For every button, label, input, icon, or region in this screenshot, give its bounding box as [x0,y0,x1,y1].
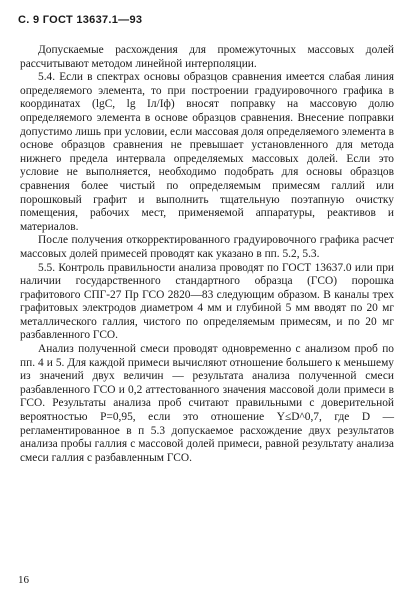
page-number: 16 [18,574,29,586]
paragraph-5-5: 5.5. Контроль правильности анализа проводят по ГОСТ 13637.0 или при наличии государственного стандартного образца (ГСО) порошка графитового СПГ-27 Пр ГСО 2820—83 следующим образом. В каналы трех графитовых электродов диаметром 4 мм и глубиной 5 мм вводят по 20 мг металлического галлия, чистого по определяемым примесям, и по 20 мг разбавленного ГСО. [20,261,394,342]
paragraph-5-4: 5.4. Если в спектрах основы образцов сравнения имеется слабая линия определяемого элемента, то при построении градуировочного графика в координатах (lgC, lg Iл/Iф) вносят поправку на массовую долю определяемого элемента в основе образцов сравнения. Внесение поправки допустимо лишь при условии, если массовая доля определяемого элемента в основе образцов сравнения не превышает установленного для метода нижнего предела интервала определяемых массовых долей. Если это условие не выполняется, необходимо подобрать для основы образцов сравнения более чистый по определяемым примесям галлий или порошковый графит и выполнить тщательную поэтапную очистку помещения, рабочих мест, применяемой аппаратуры, реактивов и материалов. [20,71,394,233]
document-body [20,44,394,465]
paragraph-after-correction: После получения откорректированного градуировочного графика расчет массовых долей примесей проводят как указано в пп. 5.2, 5.3. [20,234,394,260]
page-header: С. 9 ГОСТ 13637.1—93 [18,14,143,26]
paragraph-analysis-check: Анализ полученной смеси проводят одновременно с анализом проб по пп. 4 и 5. Для каждой примеси вычисляют отношение большего к меньшему из значений двух величин — результата анализа полученной смеси разбавленного ГСО и 0,2 аттестованного значения массовой доли примеси в ГСО. Результаты анализа проб считают правильными с доверительной вероятностью P=0,95, если это отношение Y≤D^0,7, где D — регламентированное в п 5.3 допускаемое расхождение двух результатов анализа пробы галлия с массовой долей примеси, равной результату анализа смеси галлия с разбавленным ГСО. [20,343,394,464]
paragraph-interpolation-note: Допускаемые расхождения для промежуточных массовых долей рассчитывают методом линейной интерполяции. [20,44,394,70]
